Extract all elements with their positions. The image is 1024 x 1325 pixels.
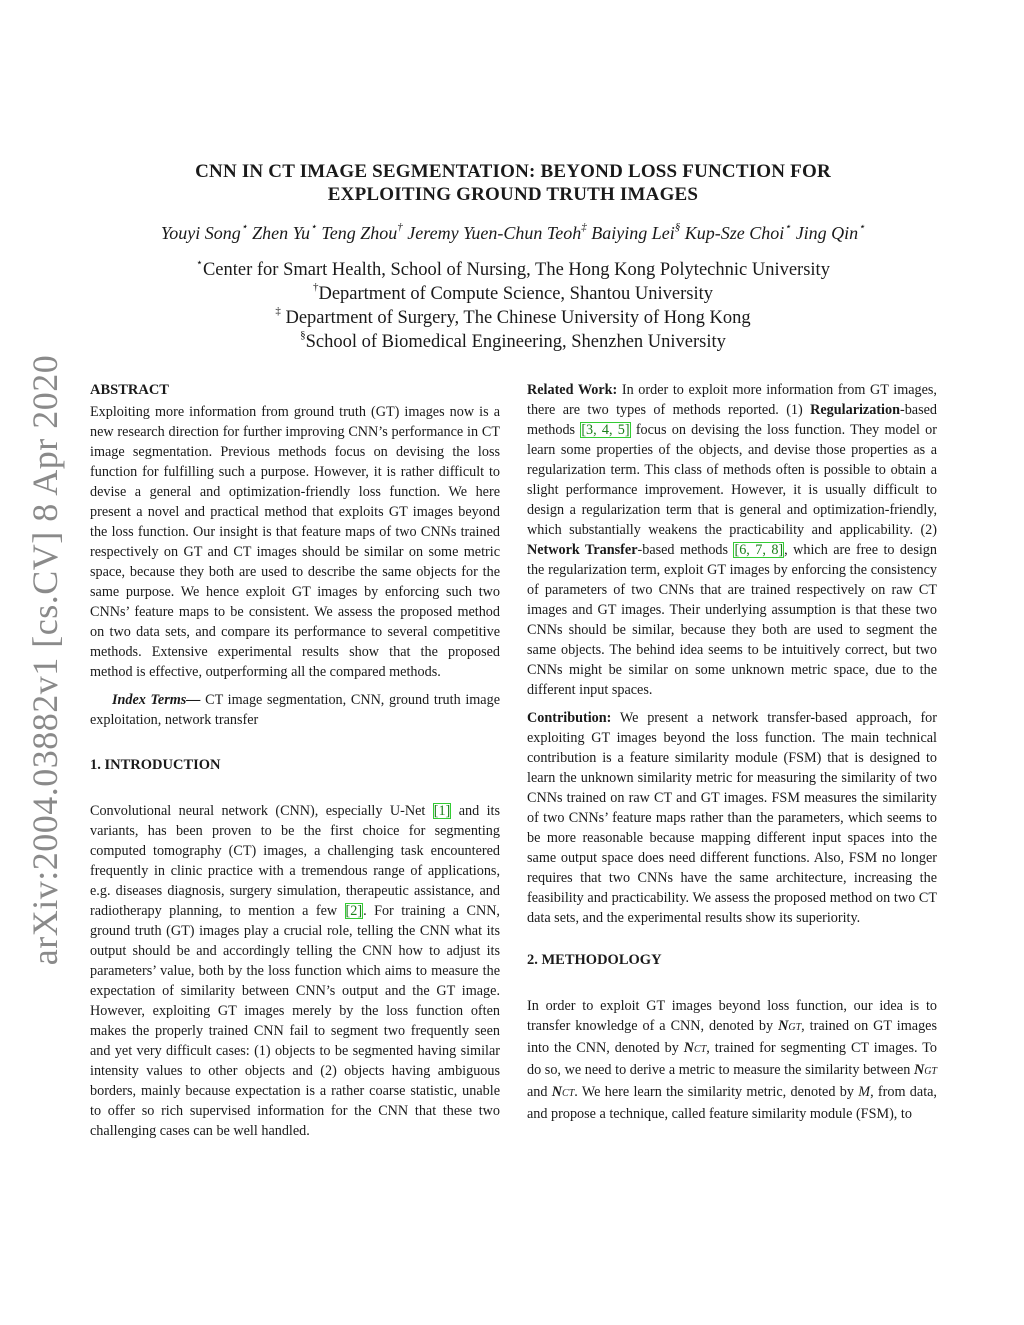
author: Jing Qin⋆ (795, 221, 866, 243)
right-column (527, 380, 937, 1124)
introduction-paragraph: Convolutional neural network (CNN), especially U-Net [1] and its variants, has been proven to be the first choice for segmenting computed tomography (CT) images, a challenging task encountered frequently in clinic practice with a tremendous range of applications, e.g. diseases diagnosis, surgery simulation, therapeutic assistance, and radiotherapy planning, to mention a few [2]. For training a CNN, ground truth (GT) images play a crucial role, telling the CNN what its output should be and accordingly telling the CNN how to adjust its parameters’ value, both by the loss function which aims to measure the expectation of similarity between CNN’s output and the GT image. However, exploiting GT images merely by the loss function often makes the properly trained CNN fail to segment two frequently seen and yet very difficult cases: (1) objects to be segmented having similar intensity values to other objects and (2) objects having ambiguous borders, mainly because expectation is a rather coarse statistic, unable to offer so rich supervised information for the CNN that these two challenging cases can be well handled. (90, 803, 500, 1139)
author: Kup-Sze Choi⋆ (684, 221, 792, 243)
affiliation: †Department of Compute Science, Shantou University (312, 280, 714, 304)
affiliation-list (90, 258, 936, 354)
author: Youyi Song⋆ (160, 221, 248, 243)
citation-link[interactable]: [3, 4, 5] (581, 422, 630, 438)
math-n-ct: NCT (551, 1084, 575, 1100)
citation-link[interactable]: [6, 7, 8] (734, 542, 784, 558)
arxiv-identifier (25, 354, 66, 966)
author: Zhen Yu⋆ (252, 221, 317, 243)
paper-title (90, 160, 936, 206)
title-line-1: CNN IN CT IMAGE SEGMENTATION: BEYOND LOSS FUNCTION FOR (195, 161, 831, 182)
methodology-heading: 2. METHODOLOGY (527, 952, 662, 968)
index-terms: Index Terms— CT image segmentation, CNN, ground truth image exploitation, network transfer (90, 692, 500, 728)
math-m: M (858, 1084, 871, 1100)
author: Jeremy Yuen-Chun Teoh‡ (407, 221, 587, 243)
math-n-gt: NGT (778, 1018, 802, 1034)
affiliation: ⋆Center for Smart Health, School of Nursing, The Hong Kong Polytechnic University (196, 256, 830, 280)
left-column (90, 380, 500, 1141)
citation-link[interactable]: [2] (345, 903, 363, 919)
methodology-paragraph: In order to exploit GT images beyond loss function, our idea is to transfer knowledge of a CNN, denoted by NGT, trained on GT images into the CNN, denoted by NCT, trained for segmenting CT images. To do so, we need to derive a metric to measure the similarity between NGT and NCT. We here learn the similarity metric, denoted by M, from data, and propose a technique, called feature similarity module (FSM), to (527, 998, 937, 1122)
related-work-paragraph: Related Work: In order to exploit more information from GT images, there are two types of methods reported. (1) Regularization-based methods [3, 4, 5] focus on devising the loss function. They model or learn some properties of the objects, and devise those properties as a regularization term. This class of methods often is possible to obtain a slight performance improvement. However, it is usually difficult to design a regularization term that is general and optimization-friendly, which substantially weakens the practicability and applicability. (2) Network Transfer-based methods [6, 7, 8], which are free to design the regularization term, exploit GT images by enforcing the consistency of parameters of two CNNs that are trained respectively on raw CT images and GT images. Their underlying assumption is that these two CNNs should be similar, because they both are used to segment the same objects. The behind idea seems to be intuitively correct, but two CNNs might be similar on some unknown metric space, due to the different input spaces. (527, 382, 938, 698)
contribution-paragraph: Contribution: We present a network transfer-based approach, for exploiting GT images beyond the loss function. The main technical contribution is a feature similarity module (FSM) that is designed to learn the unknown similarity metric for measuring the similarity of two CNNs trained on raw CT and GT images. FSM measures the similarity of two CNNs’ feature maps rather than the parameters, which seems to be more reasonable because mapping different input spaces into the same output space does need different functions. Also, FSM no longer requires that two CNNs have the same architecture, increasing the feasibility and practicability. We assess the proposed method on two CT data sets, and the experimental results show its superiority. (527, 710, 937, 926)
arxiv-identifier-text: arXiv:2004.03882v1 [cs.CV] 8 Apr 2020 (25, 354, 66, 966)
math-n-gt: NGT (913, 1062, 937, 1078)
citation-link[interactable]: [1] (433, 803, 451, 819)
author: Teng Zhou† (321, 221, 403, 243)
title-line-2: EXPLOITING GROUND TRUTH IMAGES (327, 184, 699, 205)
introduction-heading: 1. INTRODUCTION (90, 757, 221, 773)
abstract-text: Exploiting more information from ground truth (GT) images now is a new research direction for further improving CNN’s performance in CT image segmentation. Previous methods focus on devising the loss function for fulfilling such a purpose. However, it is rather difficult to devise a general and optimization-friendly loss function. We here present a novel and practical method that exploits GT images beyond the loss function. Our insight is that feature maps of two CNNs trained respectively on GT and CT images should be similar on some metric space, because they both are used to describe the same objects for the same purpose. We hence exploit GT images by enforcing such two CNNs’ feature maps to be consistent. We assess the proposed method on two data sets, and compare its performance to several competitive methods. Extensive experimental results show that the proposed method is effective, outperforming all the compared methods. (90, 404, 500, 680)
author-list (90, 222, 936, 244)
affiliation: ‡ Department of Surgery, The Chinese University of Hong Kong (275, 304, 751, 328)
affiliation: §School of Biomedical Engineering, Shenzhen University (300, 328, 726, 352)
math-n-ct: NCT (683, 1040, 707, 1056)
abstract-heading: ABSTRACT (90, 382, 169, 398)
author: Baiying Lei§ (591, 221, 681, 243)
